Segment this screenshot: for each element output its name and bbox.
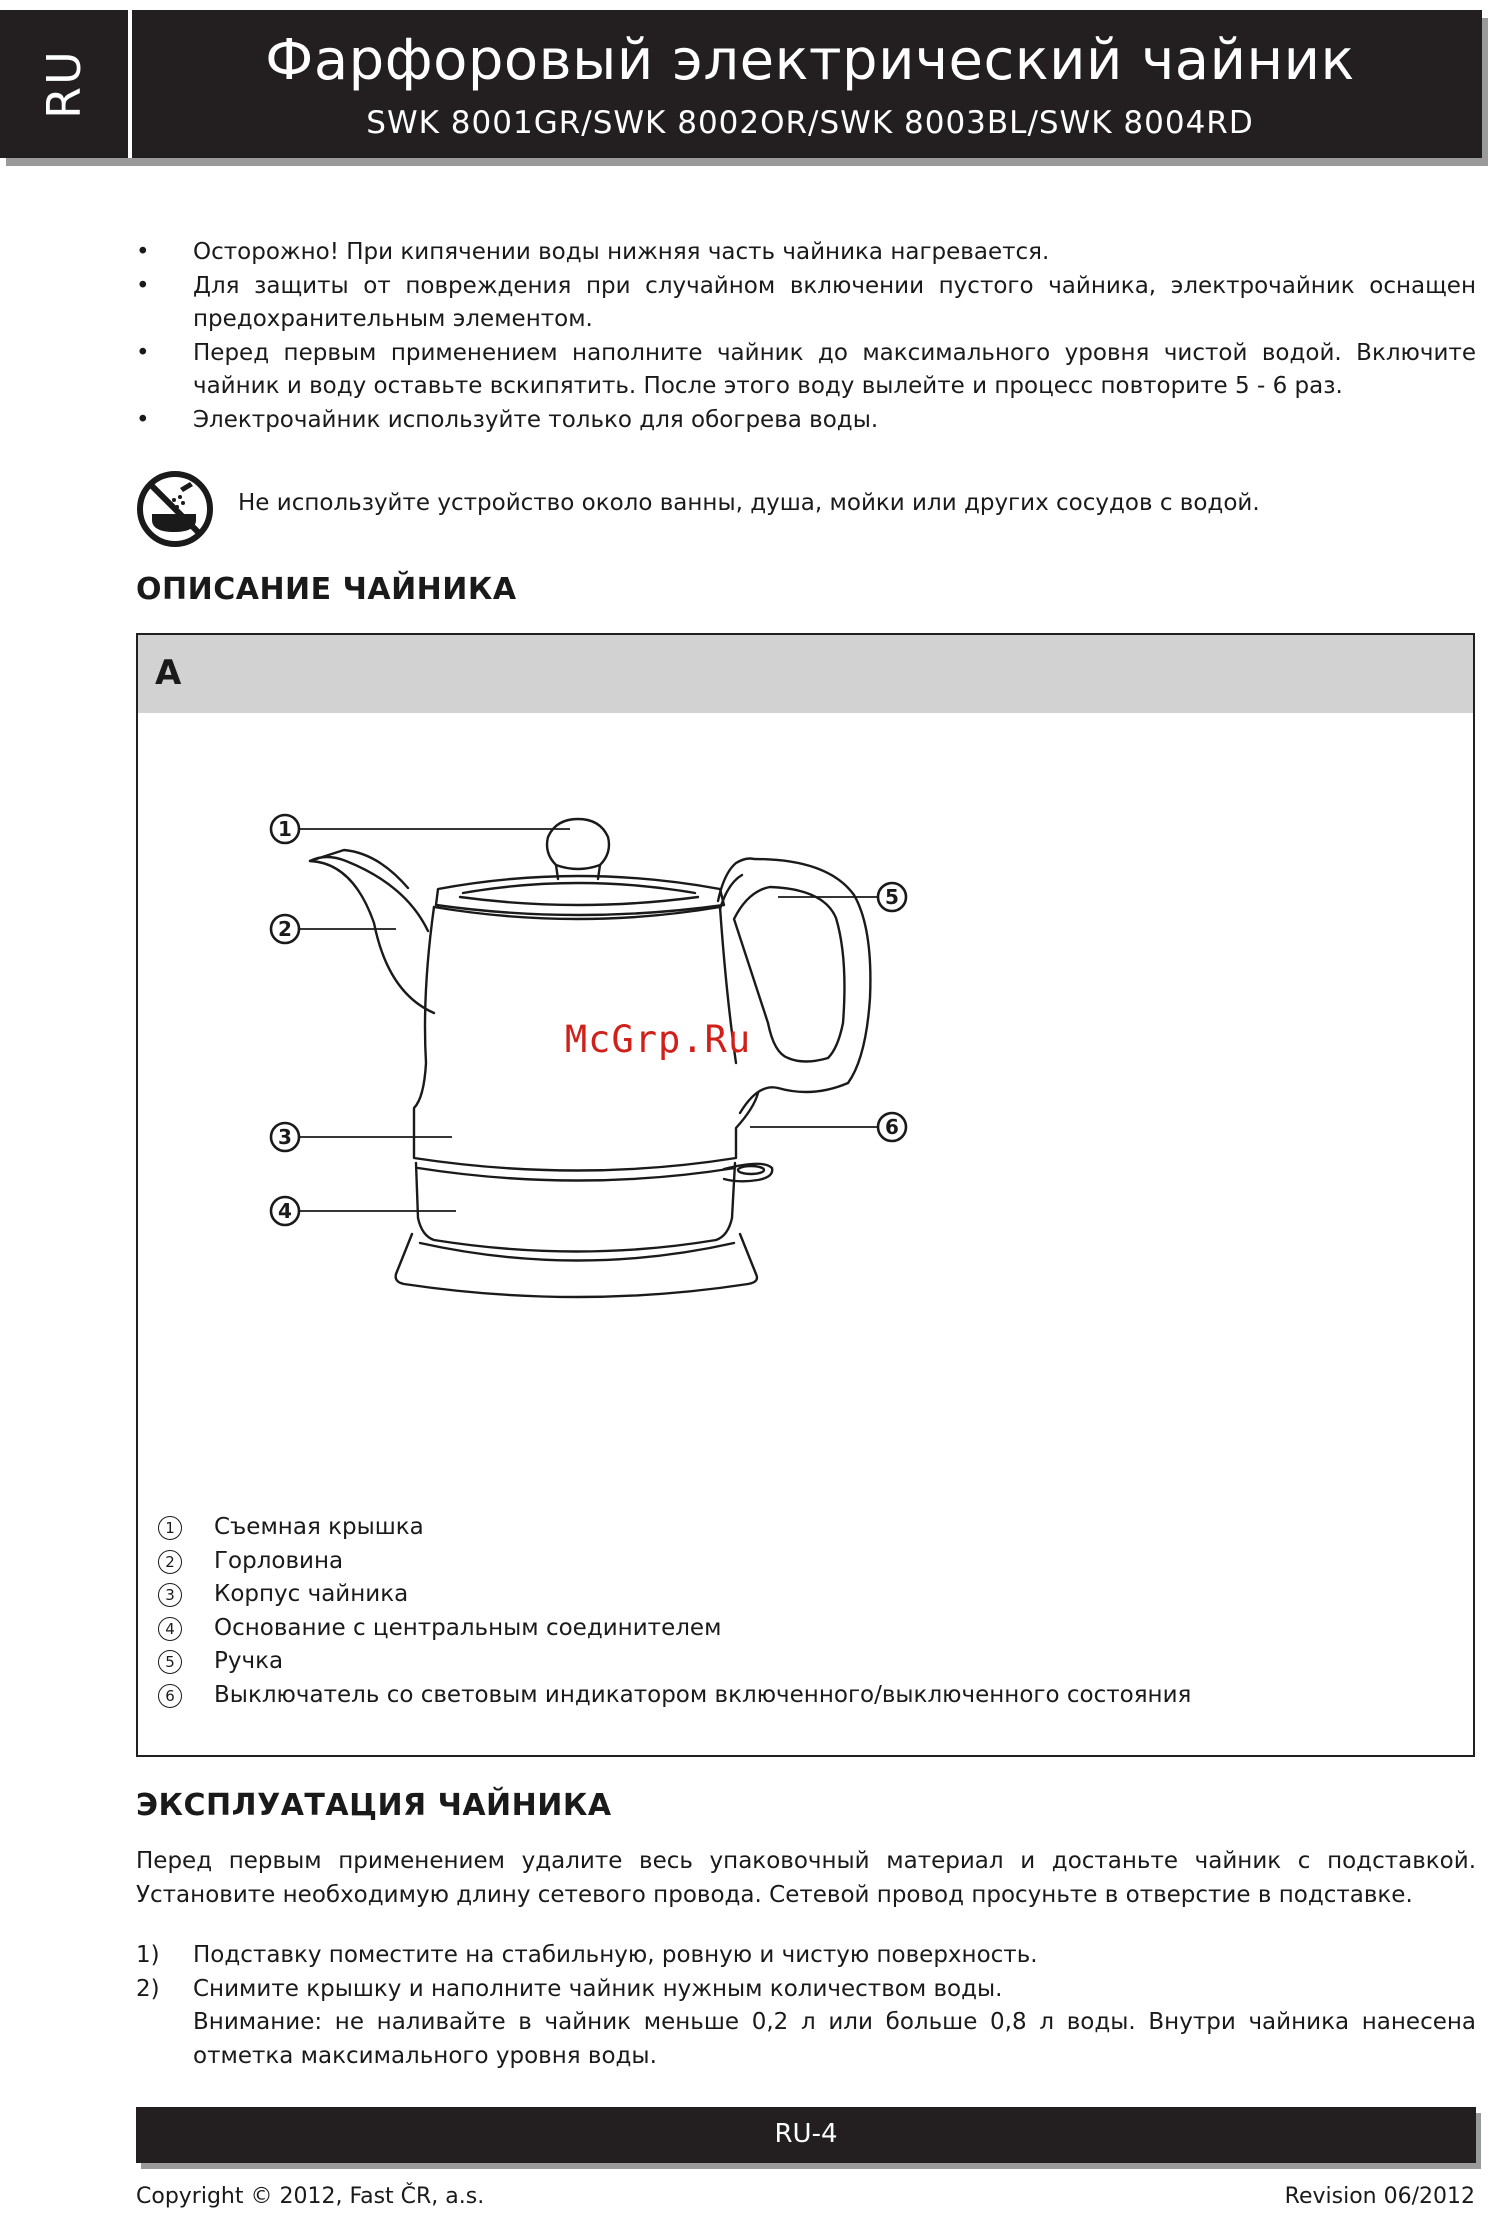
steps-list — [136, 1939, 1476, 2073]
header-tick — [136, 150, 146, 154]
legend-label: Ручка — [214, 1648, 284, 1674]
legend-number: 5 — [158, 1650, 182, 1674]
model-numbers: SWK 8001GR/SWK 8002OR/SWK 8003BL/SWK 8004RD — [366, 105, 1254, 141]
step-text: Подставку поместите на стабильную, ровную и чистую поверхность. — [193, 1942, 1038, 1968]
legend-label: Основание с центральным соединителем — [214, 1614, 722, 1641]
legend-label: Горловина — [214, 1547, 344, 1574]
legend-number: 6 — [158, 1684, 182, 1708]
step-item — [136, 1939, 1476, 1973]
safety-item: • Осторожно! При кипячении воды нижняя часть чайника нагревается. — [136, 236, 1476, 270]
language-tab — [0, 10, 132, 158]
step-item — [136, 1973, 1476, 2007]
legend-item — [158, 1511, 1438, 1545]
safety-item: • Электрочайник используйте только для обогрева воды. — [136, 404, 1476, 438]
legend-item — [158, 1645, 1438, 1679]
legend-label: Выключатель со световым индикатором включенного/выключенного состояния — [214, 1681, 1192, 1708]
description-heading: ОПИСАНИЕ ЧАЙНИКА — [136, 572, 517, 607]
footer-bar — [136, 2107, 1476, 2163]
safety-item: • Перед первым применением наполните чайник до максимального уровня чистой водой. Включите чайник и воду оставьте вскипятить. После этого воду вылейте и процесс повторите 5 - 6 раз. — [136, 337, 1476, 404]
legend-number: 1 — [158, 1516, 182, 1540]
no-bath-icon — [136, 470, 214, 548]
callout-4: 4 — [278, 1199, 292, 1223]
watermark: McGrp.Ru — [564, 1018, 752, 1061]
figure-label: A — [155, 653, 182, 693]
callout-1: 1 — [278, 817, 292, 841]
legend-item — [158, 1679, 1438, 1713]
step-text: Снимите крышку и наполните чайник нужным количеством воды. — [193, 1975, 1003, 2002]
legend-item — [158, 1578, 1438, 1612]
callout-3: 3 — [278, 1125, 292, 1149]
page-number: RU-4 — [774, 2119, 838, 2149]
parts-legend — [158, 1511, 1438, 1712]
operation-heading: ЭКСПЛУАТАЦИЯ ЧАЙНИКА — [136, 1788, 612, 1823]
step-number: 1) — [136, 1942, 160, 1968]
legend-item — [158, 1545, 1438, 1579]
legend-number: 3 — [158, 1583, 182, 1607]
language-code: RU — [36, 49, 91, 119]
revision: Revision 06/2012 — [1284, 2184, 1475, 2209]
figure-header — [138, 635, 1473, 713]
legend-item — [158, 1612, 1438, 1646]
callout-6: 6 — [885, 1115, 899, 1139]
header-banner — [0, 10, 1482, 158]
step-number: 2) — [136, 1975, 160, 2002]
kettle-diagram — [138, 713, 1473, 1493]
kettle-spout — [310, 850, 428, 931]
step-note: Внимание: не наливайте в чайник меньше 0,2 л или больше 0,8 л воды. Внутри чайника нанесена отметка максимального уровня воды. — [193, 2009, 1476, 2069]
bath-warning — [136, 470, 1476, 550]
callout-5: 5 — [885, 885, 899, 909]
legend-number: 4 — [158, 1617, 182, 1641]
legend-label: Корпус чайника — [214, 1581, 409, 1607]
callout-2: 2 — [278, 917, 292, 941]
safety-list — [136, 236, 1476, 437]
warning-text: Не используйте устройство около ванны, душа, мойки или других сосудов с водой. — [238, 490, 1260, 516]
page-title: Фарфоровый электрический чайник — [265, 28, 1355, 93]
safety-item: • Для защиты от повреждения при случайном включении пустого чайника, электрочайник оснащен предохранительным элементом. — [136, 270, 1476, 337]
legend-number: 2 — [158, 1550, 182, 1574]
legend-label: Съемная крышка — [214, 1514, 424, 1540]
kettle-collar — [416, 1163, 735, 1252]
copyright: Copyright © 2012, Fast ČR, a.s. — [136, 2184, 485, 2209]
figure-box — [136, 633, 1475, 1757]
operation-intro: Перед первым применением удалите весь упаковочный материал и достаньте чайник с подставкой. Установите необходимую длину сетевого провода. Сетевой провод просуньте в отверстие в подставке. — [136, 1848, 1476, 1908]
